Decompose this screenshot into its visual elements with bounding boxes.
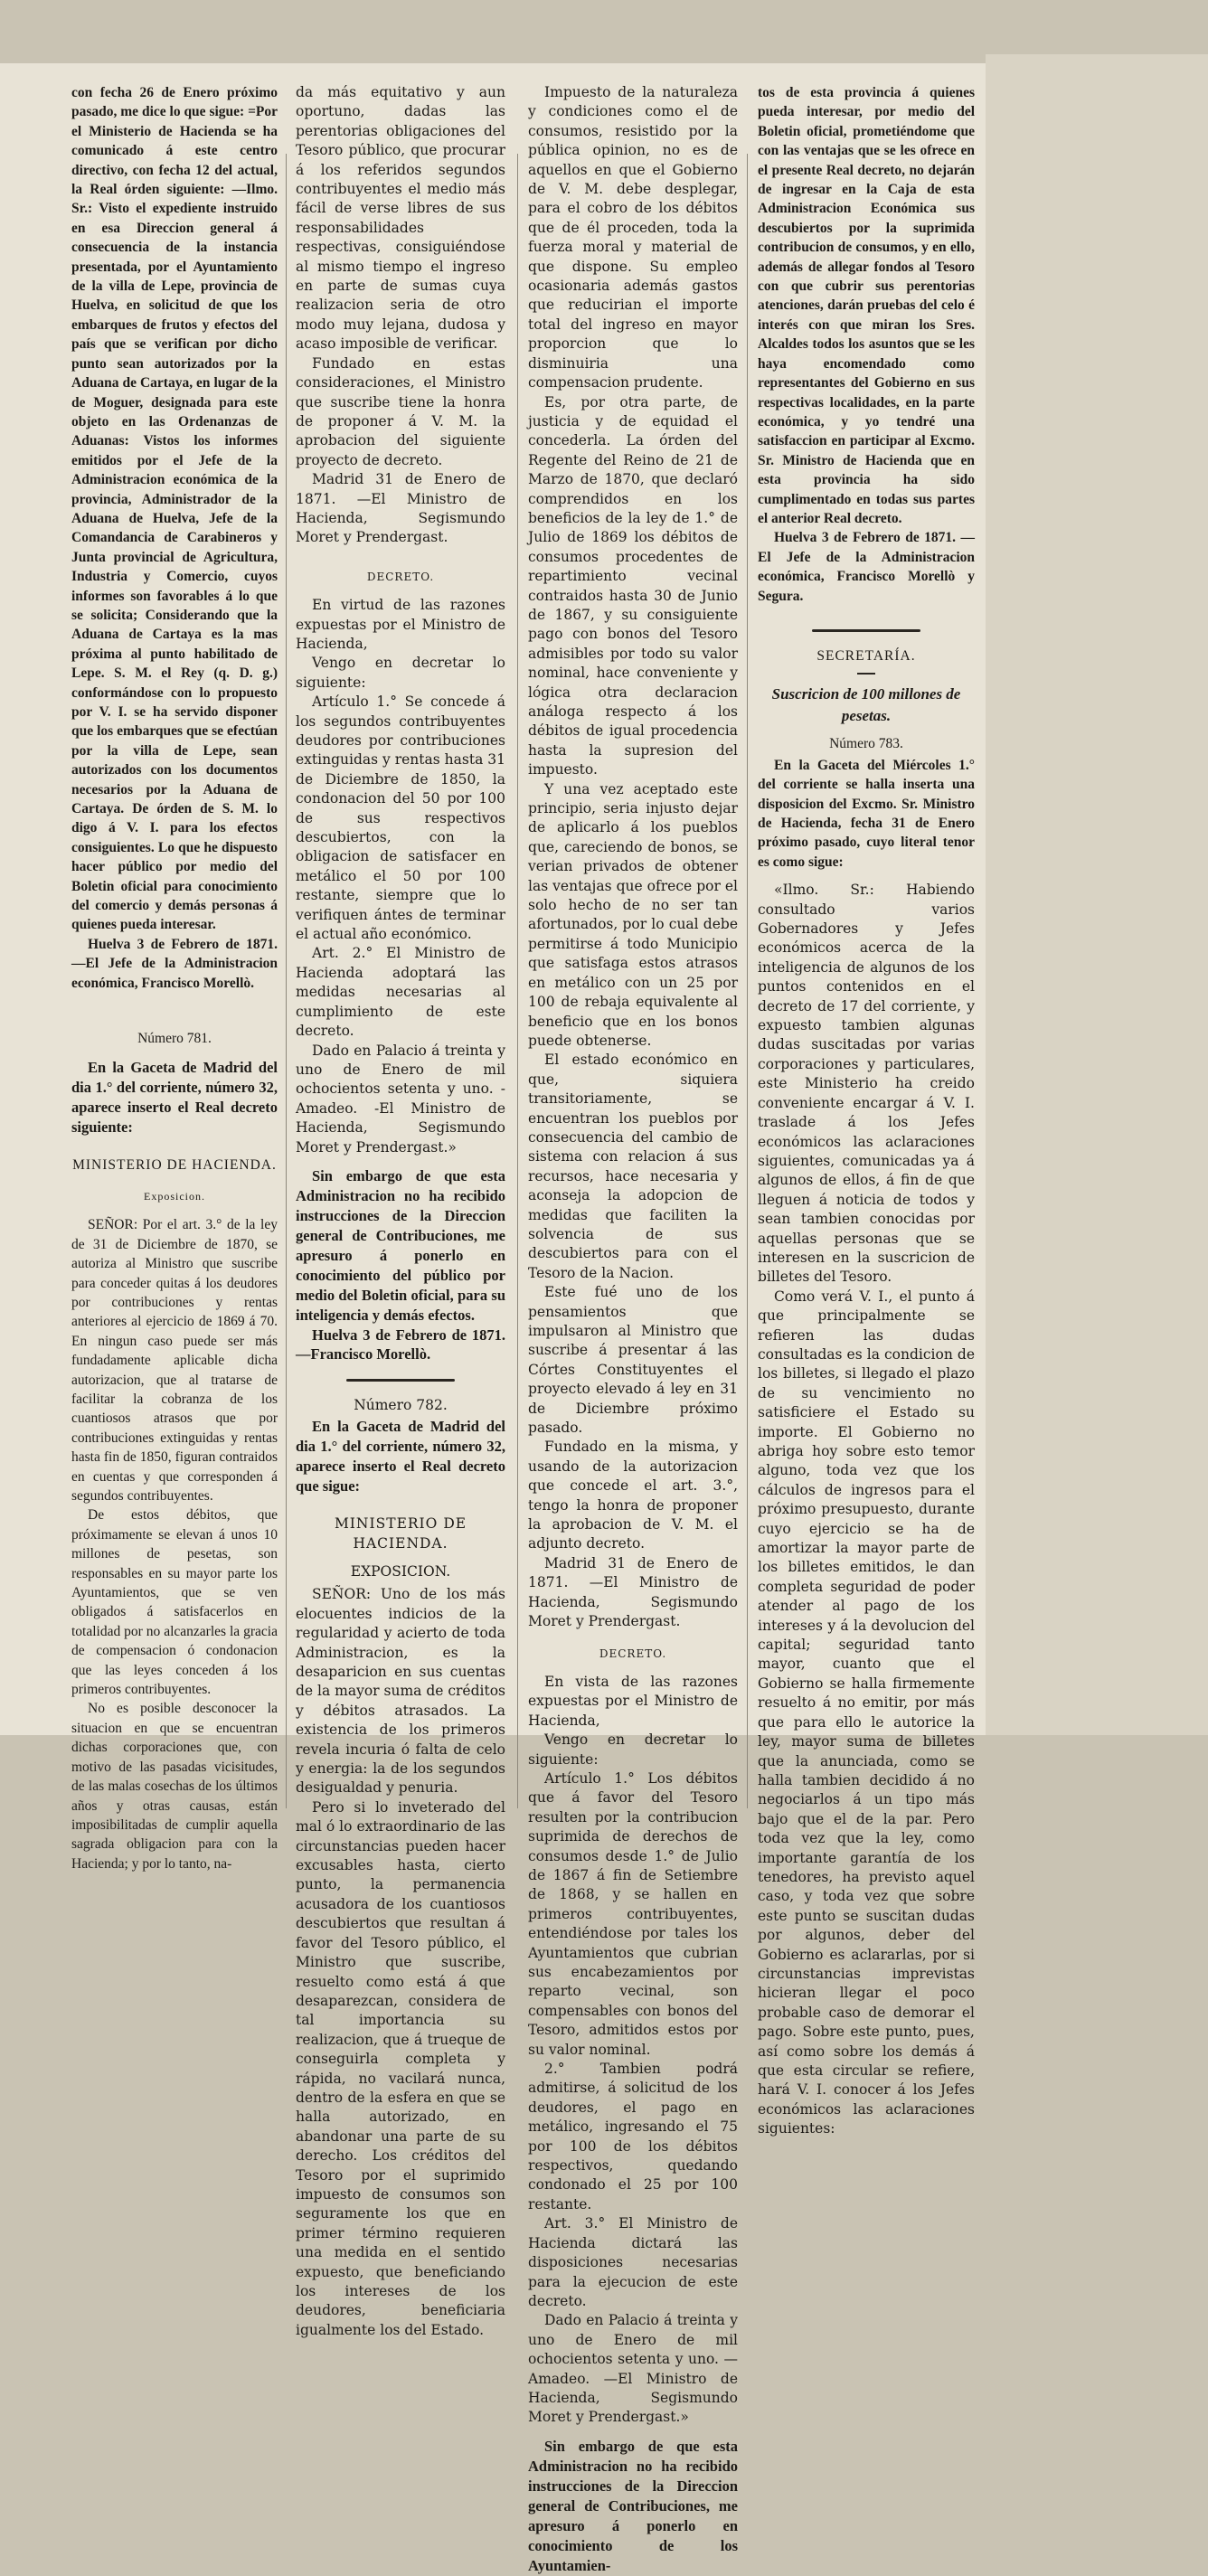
column-rule xyxy=(517,154,518,1808)
gaceta-intro: En la Gaceta de Madrid del dia 1.° del corriente, número 32, aparece inserto el Real decreto siguiente: xyxy=(71,1058,278,1136)
paragraph: No es posible desconocer la situacion en que se encuentran dichas corporaciones que, con motivo de las pasadas vicisitudes, de las malas cosechas de los últimos años y otras causas, están imposibilitadas de cumplir aquella sagrada obligacion para con la Hacienda; y por lo tanto, na- xyxy=(71,1701,278,1872)
column-2 xyxy=(296,83,505,2340)
paragraph: 2.° Tambien podrá admitirse, á solicitud de los deudores, el pago en metálico, ingresando el 75 por 100 de los débitos respectivos, quedando condonado el 25 por 100 restante. xyxy=(528,2061,738,2213)
paragraph: Vengo en decretar lo siguiente: xyxy=(296,655,505,691)
paragraph: Madrid 31 de Enero de 1871. —El Ministro de Hacienda, Segismundo Moret y Prendergast. xyxy=(296,471,505,546)
section-number: Número 783. xyxy=(829,736,903,752)
column-1 xyxy=(71,83,278,1873)
decreto-heading: DECRETO. xyxy=(599,1647,667,1660)
paragraph: Como verá V. I., el punto á que principalmente se refieren las dudas consultadas es la condicion de los billetes, si llegado el plazo de su vencimiento no satisficiere el Estado su importe. El Gobierno no abriga hoy sobre esto temor alguno, toda vez que los cálculos de ingresos para el próximo presupuesto, durante cuyo ejercicio se ha de amortizar la mayor parte de los billetes emitidos, le dan completa seguridad de poder atender al pago de los intereses y á la devolucion del capital; seguridad tanto mayor, cuanto que el Gobierno se halla firmemente resuelto á no emitir, por más que para ello le autorice la ley, mayor suma de billetes que la anunciada, como se halla tambien decidido á no negociarlos á un tipo más bajo que el de la par. Pero toda vez que la ley, como importante garantía de los tenedores, ha previsto aquel caso, y toda vez que sobre este punto se suscitan dudas por algunos, deber del Gobierno es aclararlas, por si circunstancias imprevistas hicieran llegar el poco probable caso de demorar el pago. Sobre este punto, pues, así como sobre los demás á que esta circular se refiere, hará V. I. conocer á los Jefes económicos las aclaraciones siguientes: xyxy=(758,1288,975,2137)
paragraph: Este fué uno de los pensamientos que impulsaron al Ministro que suscribe á presentar á las Córtes Constituyentes el proyecto elevado á ley en 31 de Diciembre próximo pasado. xyxy=(528,1284,738,1437)
section-number: Número 781. xyxy=(137,1031,212,1047)
paragraph: Dado en Palacio á treinta y uno de Enero de mil ochocientos setenta y uno. —Amadeo. —El Ministro de Hacienda, Segismundo Moret y Prendergast.» xyxy=(528,2312,738,2426)
column-3 xyxy=(528,83,738,2576)
separator-rule xyxy=(346,1379,455,1382)
paragraph: En la Gaceta del Miércoles 1.° del corriente se halla inserta una disposicion del Excmo. Sr. Ministro de Hacienda, fecha 31 de Enero próximo pasado, cuyo literal tenor es como sigue: xyxy=(758,757,975,870)
signature: Huelva 3 de Febrero de 1871. —El Jefe de la Administracion económica, Francisco Morellò. xyxy=(71,936,278,991)
gaceta-intro: En la Gaceta de Madrid del dia 1.° del corriente, número 32, aparece inserto el Real decreto que sigue: xyxy=(296,1418,505,1496)
paragraph: Pero si lo inveterado del mal ó lo extraordinario de las circunstancias pueden hacer excusables hasta, cierto punto, la permanencia acusadora de los cuantiosos descubiertos que resultan á favor del Tesoro público, el Ministro que suscribe, resuelto como está á que desaparezcan, considera de tal importancia su realizacion, que á trueque de conseguirla completa y rápida, no vacilará nunca, dentro de la esfera en que se halla autorizado, en abandonar una parte de su derecho. Los créditos del Tesoro por el suprimido impuesto de consumos son seguramente los que en primer término requieren una medida en el sentido expuesto, que beneficiando los intereses de los deudores, beneficiaria igualmente los del Estado. xyxy=(296,1798,505,2338)
paragraph: SEÑOR: Uno de los más elocuentes indicios de la regularidad y acierto de toda Administracion, es la desaparicion en sus cuentas de la mayor suma de créditos y débitos atrasados. La existencia de los primeros revela incuria ó falta de celo y energia: la de los segundos desigualdad y penuria. xyxy=(296,1586,505,1797)
paragraph: Impuesto de la naturaleza y condiciones como el de consumos, resistido por la pública opinion, no es de aquellos en que el Gobierno de V. M. debe desplegar, para el cobro de los débitos que de él proceden, toda la fuerza moral y material de que dispone. Su empleo ocasionaria además gastos que reducirian el importe total del ingreso en mayor proporcion que lo disminuiria una compensacion prudente. xyxy=(528,84,738,392)
signature: Huelva 3 de Febrero de 1871. —El Jefe de la Administracion económica, Francisco Morellò y Segura. xyxy=(758,530,975,604)
paragraph: En virtud de las razones expuestas por el Ministro de Hacienda, xyxy=(296,597,505,652)
paragraph: Fundado en la misma, y usando de la autorizacion que concede el art. 3.°, tengo la honra de proponer la aprobacion de V. M. el adjunto decreto. xyxy=(528,1439,738,1552)
paragraph: Artículo 1.° Los débitos que á favor del Tesoro resulten por la contribucion suprimida de derechos de consumos desde 1.° de Julio de 1867 á fin de Setiembre de 1868, y se hallen en primeros contribuyentes, entendiéndose por tales los Ayuntamientos que cubrian sus encabezamientos por reparto vecinal, son compensables con bonos del Tesoro, admitidos estos por su valor nominal. xyxy=(528,1769,738,2058)
decreto-heading: DECRETO. xyxy=(366,570,435,583)
paragraph: SEÑOR: Por el art. 3.° de la ley de 31 de Diciembre de 1870, se autoriza al Ministro que suscribe para conceder quitas á los deudores por contribuciones y rentas anteriores al ejercicio de 1869 á 70. En ningun caso puede ser más fundadamente aplicable dicha autorizacion, que al tratarse de facilitar la cobranza de los cuantiosos atrasos que por contribuciones extinguidas y rentas hasta fin de 1850, figuran contraidos en cuentas y que corresponden á segundos contribuyentes. xyxy=(71,1217,278,1504)
paragraph: De estos débitos, que próximamente se elevan á unos 10 millones de pesetas, son responsables en su mayor parte los Ayuntamientos, que se ven obligados á satisfacerlos en totalidad por no alcanzarles la gracia de compensacion ó condonacion que las leyes conceden á los primeros contribuyentes. xyxy=(71,1507,278,1698)
adjacent-page-edge xyxy=(986,54,1208,1735)
paragraph: El estado económico en que, siquiera transitoriamente, se encuentran los pueblos por consecuencia del cambio de sistema con relacion á sus recursos, hace necesaria y aconseja la adopcion de medidas que faciliten la solvencia de sus descubiertos para con el Tesoro de la Nacion. xyxy=(528,1052,738,1281)
paragraph: «Ilmo. Sr.: Habiendo consultado varios Gobernadores y Jefes económicos acerca de la inteligencia de algunos de los puntos contenidos en el decreto de 17 del corriente, y expuesto tambien algunas dudas suscitadas por varias corporaciones y particulares, este Ministerio ha creido conveniente encargar á V. I. traslade á los Jefes económicos las aclaraciones siguientes, comunicadas ya á algunos de ellos, á fin de que lleguen á noticia de todos y sean tambien conocidas por aquellas personas que se interesen en la suscricion de billetes del Tesoro. xyxy=(758,882,975,1286)
paragraph: Vengo en decretar lo siguiente: xyxy=(528,1731,738,1768)
exposicion-heading: Exposicion. xyxy=(144,1189,205,1203)
paragraph: Dado en Palacio á treinta y uno de Enero de mil ochocientos setenta y uno. -Amadeo. -El Ministro de Hacienda, Segismundo Moret y Prendergast.» xyxy=(296,1042,505,1156)
signature: Huelva 3 de Febrero de 1871. —Francisco Morellò. xyxy=(296,1326,505,1363)
paragraph: Madrid 31 de Enero de 1871. —El Ministro de Hacienda, Segismundo Moret y Prendergast. xyxy=(528,1554,738,1630)
column-rule xyxy=(286,154,287,1808)
paragraph: Sin embargo de que esta Administracion no ha recibido instrucciones de la Direccion general de Contribuciones, me apresuro á ponerlo en conocimiento de los Ayuntamien- xyxy=(528,2437,738,2574)
paragraph: Art. 2.° El Ministro de Hacienda adoptará las medidas necesarias al cumplimiento de este decreto. xyxy=(296,945,505,1040)
paragraph: Sin embargo de que esta Administracion no ha recibido instrucciones de la Direccion general de Contribuciones, me apresuro á ponerlo en conocimiento del público por medio del Boletin oficial, para su inteligencia y demás efectos. xyxy=(296,1166,505,1324)
paragraph: Es, por otra parte, de justicia y de equidad el concederla. La órden del Regente del Reino de 21 de Marzo de 1870, que declaró comprendidos en los beneficios de la ley de 1.° de Julio de 1869 los débitos de consumos procedentes de repartimiento vecinal contraidos hasta 30 de Junio de 1867, y su consiguiente pago con bonos del Tesoro admisibles por todo su valor nominal, hace conveniente y lógica otra declaracion análoga respecto á los débitos de igual procedencia hasta la supresion del impuesto. xyxy=(528,393,738,778)
column-rule xyxy=(747,154,748,1808)
ministry-heading: MINISTERIO DE HACIENDA. xyxy=(334,1515,467,1552)
paragraph: Fundado en estas consideraciones, el Ministro que suscribe tiene la honra de proponer á V. M. la aprobacion del siguiente proyecto de decreto. xyxy=(296,354,505,468)
paragraph: Artículo 1.° Se concede á los segundos contribuyentes deudores por contribuciones extinguidas y rentas hasta 31 de Diciembre de 1850, la condonacion del 50 por 100 de sus respectivos descubiertos, con la obligacion de satisfacer en metálico el 50 por 100 restante, siempre que lo verifiquen ántes de terminar el actual año económico. xyxy=(296,694,505,943)
paragraph: Art. 3.° El Ministro de Hacienda dictará las disposiciones necesarias para la ejecucion de este decreto. xyxy=(528,2215,738,2309)
paragraph: da más equitativo y aun oportuno, dadas las perentorias obligaciones del Tesoro público, que procurar á los referidos segundos contribuyentes el medio más fácil de verse libres de sus responsabilidades respectivas, consiguiéndose al mismo tiempo el ingreso en parte de sumas cuya realizacion seria de otro modo muy lejana, dudosa y acaso imposible de verificar. xyxy=(296,84,505,353)
column-4 xyxy=(758,83,975,2139)
secretaria-heading: SECRETARÍA. xyxy=(816,647,916,664)
paragraph: Y una vez aceptado este principio, seria injusto dejar de aplicarlo á los pueblos que, careciendo de bonos, se verian privados de obtener las ventajas que ofrece por el solo hecho de no ser tan afortunados, por lo cual debe permitirse á todo Municipio que satisfaga estos atrasos en metálico con un 25 por 100 de rebaja equivalente al beneficio que en los bonos puede obtenerse. xyxy=(528,780,738,1049)
paragraph: con fecha 26 de Enero próximo pasado, me dice lo que sigue: =Por el Ministerio de Hacienda se ha comunicado á este centro directivo, con fecha 12 del actual, la Real órden siguiente: —Ilmo. Sr.: Visto el expediente instruido en esa Direccion general á consecuencia de la instancia presentada, por el Ayuntamiento de la villa de Lepe, provincia de Huelva, en solicitud de que los embarques de frutos y efectos del país que se verifican por dicho punto sean autorizados por la Aduana de Cartaya, en lugar de la de Moguer, designada para este objeto en las Ordenanzas de Aduanas: Vistos los informes emitidos por el Jefe de la Administracion económica de la provincia, Administrador de la Aduana de Huelva, Jefe de la Comandancia de Carabineros y Junta provincial de Agricultura, Industria y Comercio, cuyos informes son favorables á lo que se solicita; Considerando que la Aduana de Cartaya es la mas próxima al punto habilitado de Lepe. S. M. el Rey (q. D. g.) conformándose con lo propuesto por V. I. se ha servido disponer que los embarques que se efectúan por la villa de Lepe, sean autorizados con los documentos necesarios por la Aduana de Cartaya. De órden de S. M. lo digo á V. I. para los efectos consiguientes. Lo que he dispuesto hacer público por medio del Boletin oficial para conocimiento del comercio y demás personas á quienes pueda interesar. xyxy=(71,85,278,933)
ministry-heading: MINISTERIO DE HACIENDA. xyxy=(72,1156,277,1173)
exposicion-heading: EXPOSICION. xyxy=(350,1562,451,1580)
paragraph: En vista de las razones expuestas por el Ministro de Hacienda, xyxy=(528,1673,738,1729)
section-number: Número 782. xyxy=(354,1396,448,1413)
paragraph: tos de esta provincia á quienes pueda interesar, por medio del Boletin oficial, prometiéndome que con las ventajas que se les ofrece en el presente Real decreto, no dejarán de ingresar en la Caja de esta Administracion Económica sus descubiertos por la suprimida contribucion de consumos, y en ello, además de allegar fondos al Tesoro con que cubrir sus perentorias atenciones, darán pruebas del celo é interés con que miran los Sres. Alcaldes todos los asuntos que se les haya encomendado como representantes del Gobierno en sus respectivas localidades, en la parte económica, y yo tendré una satisfaccion en participar al Excmo. Sr. Ministro de Hacienda que en esta provincia ha sido cumplimentado en todas sus partes el anterior Real decreto. xyxy=(758,85,975,526)
separator-dash xyxy=(857,673,875,675)
section-title: Suscricion de 100 millones de pesetas. xyxy=(771,685,961,725)
separator-rule xyxy=(812,629,920,632)
